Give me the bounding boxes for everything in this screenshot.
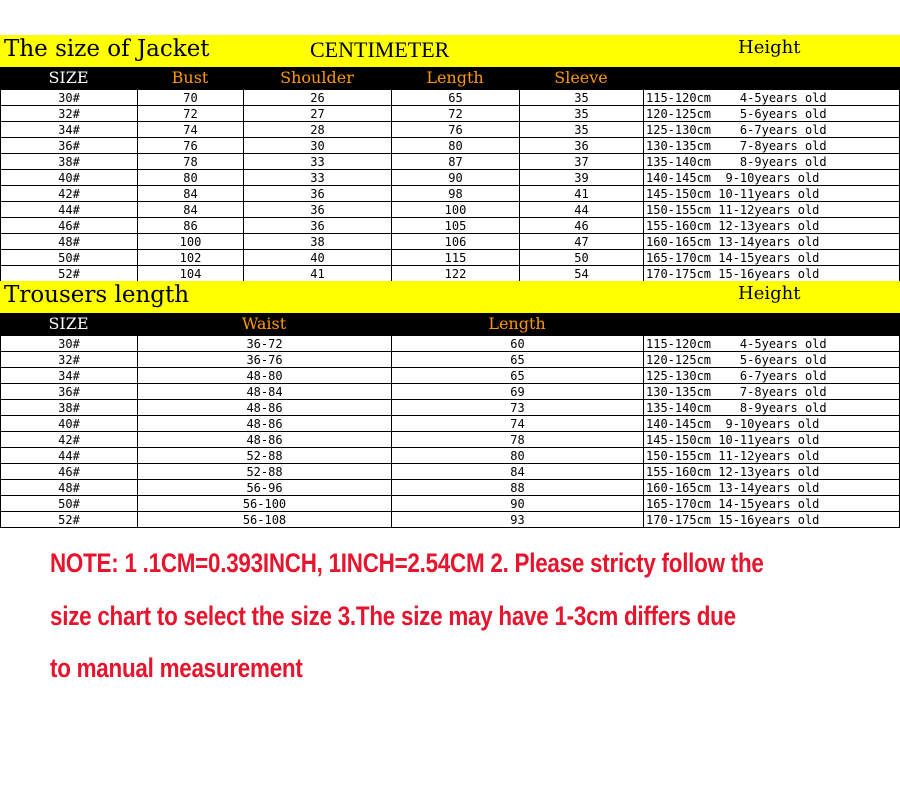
trousers-table-row (1, 368, 900, 384)
jacket-cell-height: 115-120cm 4-5years old (644, 90, 900, 106)
trousers-cell-size: 42# (1, 432, 138, 448)
jacket-table-row (1, 234, 900, 250)
jacket-cell-shoulder: 36 (244, 186, 392, 202)
jacket-cell-size: 48# (1, 234, 138, 250)
jacket-table-row (1, 218, 900, 234)
trousers-cell-size: 48# (1, 480, 138, 496)
jacket-size-table (0, 89, 900, 282)
jacket-cell-bust: 70 (138, 90, 244, 106)
jacket-table-row (1, 266, 900, 282)
jacket-cell-shoulder: 36 (244, 202, 392, 218)
jacket-table-row (1, 186, 900, 202)
jacket-height-label: Height (738, 37, 801, 58)
jacket-cell-sleeve: 44 (520, 202, 644, 218)
jacket-table-row (1, 154, 900, 170)
trousers-cell-waist: 52-88 (138, 464, 392, 480)
trousers-cell-height: 120-125cm 5-6years old (644, 352, 900, 368)
trousers-cell-size: 32# (1, 352, 138, 368)
jacket-header-row (0, 67, 900, 89)
jacket-cell-shoulder: 41 (244, 266, 392, 282)
jacket-cell-height: 135-140cm 8-9years old (644, 154, 900, 170)
trousers-cell-length: 74 (392, 416, 644, 432)
jacket-cell-bust: 78 (138, 154, 244, 170)
jacket-col-shoulder: Shoulder (280, 68, 354, 87)
jacket-cell-height: 120-125cm 5-6years old (644, 106, 900, 122)
jacket-table-row (1, 170, 900, 186)
trousers-size-table (0, 335, 900, 528)
jacket-cell-bust: 72 (138, 106, 244, 122)
jacket-cell-bust: 80 (138, 170, 244, 186)
trousers-height-label: Height (738, 283, 801, 304)
trousers-cell-length: 80 (392, 448, 644, 464)
trousers-table-row (1, 384, 900, 400)
jacket-cell-height: 165-170cm 14-15years old (644, 250, 900, 266)
trousers-table-row (1, 400, 900, 416)
jacket-cell-shoulder: 30 (244, 138, 392, 154)
trousers-cell-height: 160-165cm 13-14years old (644, 480, 900, 496)
trousers-cell-length: 84 (392, 464, 644, 480)
jacket-cell-size: 40# (1, 170, 138, 186)
jacket-cell-bust: 104 (138, 266, 244, 282)
jacket-title-bar (0, 35, 900, 67)
jacket-cell-height: 150-155cm 11-12years old (644, 202, 900, 218)
trousers-cell-size: 52# (1, 512, 138, 528)
trousers-title-bar (0, 281, 900, 313)
trousers-cell-length: 78 (392, 432, 644, 448)
jacket-cell-length: 72 (392, 106, 520, 122)
trousers-cell-waist: 48-80 (138, 368, 392, 384)
jacket-col-sleeve: Sleeve (554, 68, 608, 87)
jacket-cell-length: 122 (392, 266, 520, 282)
trousers-cell-length: 88 (392, 480, 644, 496)
jacket-cell-shoulder: 33 (244, 170, 392, 186)
jacket-cell-height: 170-175cm 15-16years old (644, 266, 900, 282)
trousers-cell-size: 34# (1, 368, 138, 384)
trousers-cell-height: 145-150cm 10-11years old (644, 432, 900, 448)
jacket-table-row (1, 250, 900, 266)
trousers-col-length: Length (488, 314, 546, 333)
jacket-cell-size: 38# (1, 154, 138, 170)
trousers-cell-length: 65 (392, 352, 644, 368)
trousers-col-waist: Waist (241, 314, 287, 333)
jacket-cell-shoulder: 26 (244, 90, 392, 106)
note-line-2: size chart to select the size 3.The size may have 1-3cm differs due (50, 601, 736, 631)
note-line-1: NOTE: 1 .1CM=0.393INCH, 1INCH=2.54CM 2. Please stricty follow the (50, 548, 764, 578)
trousers-cell-length: 93 (392, 512, 644, 528)
trousers-cell-height: 135-140cm 8-9years old (644, 400, 900, 416)
jacket-cell-sleeve: 35 (520, 90, 644, 106)
trousers-col-size: SIZE (48, 314, 89, 333)
jacket-col-size: SIZE (48, 68, 89, 87)
trousers-cell-waist: 36-76 (138, 352, 392, 368)
jacket-cell-size: 32# (1, 106, 138, 122)
trousers-cell-size: 38# (1, 400, 138, 416)
jacket-cell-height: 130-135cm 7-8years old (644, 138, 900, 154)
trousers-cell-height: 130-135cm 7-8years old (644, 384, 900, 400)
jacket-cell-sleeve: 47 (520, 234, 644, 250)
jacket-cell-size: 42# (1, 186, 138, 202)
jacket-cell-sleeve: 39 (520, 170, 644, 186)
jacket-unit: CENTIMETER (310, 37, 450, 62)
jacket-cell-length: 105 (392, 218, 520, 234)
trousers-cell-size: 50# (1, 496, 138, 512)
trousers-cell-size: 36# (1, 384, 138, 400)
trousers-cell-size: 30# (1, 336, 138, 352)
trousers-title: Trousers length (4, 282, 190, 308)
trousers-cell-height: 125-130cm 6-7years old (644, 368, 900, 384)
jacket-cell-bust: 102 (138, 250, 244, 266)
trousers-table-row (1, 448, 900, 464)
jacket-cell-height: 125-130cm 6-7years old (644, 122, 900, 138)
jacket-cell-shoulder: 27 (244, 106, 392, 122)
trousers-table-row (1, 496, 900, 512)
jacket-cell-bust: 100 (138, 234, 244, 250)
jacket-table-row (1, 106, 900, 122)
trousers-cell-length: 90 (392, 496, 644, 512)
jacket-cell-bust: 84 (138, 202, 244, 218)
jacket-cell-height: 155-160cm 12-13years old (644, 218, 900, 234)
trousers-cell-size: 46# (1, 464, 138, 480)
trousers-cell-waist: 48-86 (138, 400, 392, 416)
jacket-cell-sleeve: 41 (520, 186, 644, 202)
trousers-cell-waist: 48-86 (138, 416, 392, 432)
trousers-cell-size: 44# (1, 448, 138, 464)
trousers-table-row (1, 416, 900, 432)
trousers-cell-size: 40# (1, 416, 138, 432)
jacket-cell-shoulder: 28 (244, 122, 392, 138)
jacket-cell-length: 87 (392, 154, 520, 170)
trousers-cell-waist: 52-88 (138, 448, 392, 464)
trousers-cell-length: 73 (392, 400, 644, 416)
jacket-cell-height: 160-165cm 13-14years old (644, 234, 900, 250)
trousers-table-row (1, 464, 900, 480)
jacket-cell-size: 34# (1, 122, 138, 138)
jacket-col-bust: Bust (171, 68, 209, 87)
trousers-cell-waist: 56-108 (138, 512, 392, 528)
jacket-col-length: Length (426, 68, 484, 87)
jacket-table-row (1, 138, 900, 154)
jacket-cell-bust: 76 (138, 138, 244, 154)
jacket-cell-length: 98 (392, 186, 520, 202)
trousers-cell-waist: 56-100 (138, 496, 392, 512)
jacket-cell-size: 50# (1, 250, 138, 266)
jacket-cell-sleeve: 35 (520, 122, 644, 138)
jacket-cell-height: 145-150cm 10-11years old (644, 186, 900, 202)
jacket-cell-length: 106 (392, 234, 520, 250)
trousers-cell-height: 155-160cm 12-13years old (644, 464, 900, 480)
jacket-cell-sleeve: 46 (520, 218, 644, 234)
jacket-cell-shoulder: 33 (244, 154, 392, 170)
jacket-cell-height: 140-145cm 9-10years old (644, 170, 900, 186)
trousers-cell-waist: 36-72 (138, 336, 392, 352)
trousers-cell-length: 60 (392, 336, 644, 352)
trousers-cell-height: 165-170cm 14-15years old (644, 496, 900, 512)
trousers-cell-length: 65 (392, 368, 644, 384)
trousers-cell-height: 150-155cm 11-12years old (644, 448, 900, 464)
trousers-cell-waist: 48-84 (138, 384, 392, 400)
jacket-cell-size: 52# (1, 266, 138, 282)
jacket-cell-length: 100 (392, 202, 520, 218)
trousers-table-row (1, 512, 900, 528)
jacket-cell-sleeve: 35 (520, 106, 644, 122)
jacket-cell-size: 44# (1, 202, 138, 218)
jacket-table-row (1, 90, 900, 106)
jacket-cell-bust: 84 (138, 186, 244, 202)
jacket-cell-length: 80 (392, 138, 520, 154)
jacket-cell-length: 65 (392, 90, 520, 106)
jacket-cell-shoulder: 36 (244, 218, 392, 234)
jacket-cell-bust: 86 (138, 218, 244, 234)
jacket-table-row (1, 122, 900, 138)
trousers-table-row (1, 432, 900, 448)
trousers-table-row (1, 352, 900, 368)
jacket-cell-length: 90 (392, 170, 520, 186)
trousers-table-row (1, 480, 900, 496)
jacket-cell-size: 36# (1, 138, 138, 154)
jacket-cell-size: 30# (1, 90, 138, 106)
trousers-cell-length: 69 (392, 384, 644, 400)
jacket-cell-sleeve: 54 (520, 266, 644, 282)
trousers-header-row (0, 313, 900, 335)
trousers-cell-height: 170-175cm 15-16years old (644, 512, 900, 528)
jacket-cell-shoulder: 40 (244, 250, 392, 266)
jacket-cell-length: 115 (392, 250, 520, 266)
note-line-3: to manual measurement (50, 653, 303, 683)
trousers-cell-waist: 56-96 (138, 480, 392, 496)
jacket-cell-size: 46# (1, 218, 138, 234)
jacket-cell-bust: 74 (138, 122, 244, 138)
trousers-cell-waist: 48-86 (138, 432, 392, 448)
jacket-cell-sleeve: 37 (520, 154, 644, 170)
trousers-cell-height: 115-120cm 4-5years old (644, 336, 900, 352)
trousers-cell-height: 140-145cm 9-10years old (644, 416, 900, 432)
jacket-cell-length: 76 (392, 122, 520, 138)
trousers-table-row (1, 336, 900, 352)
jacket-cell-sleeve: 50 (520, 250, 644, 266)
jacket-cell-sleeve: 36 (520, 138, 644, 154)
jacket-table-row (1, 202, 900, 218)
jacket-title: The size of Jacket (4, 36, 210, 62)
jacket-cell-shoulder: 38 (244, 234, 392, 250)
